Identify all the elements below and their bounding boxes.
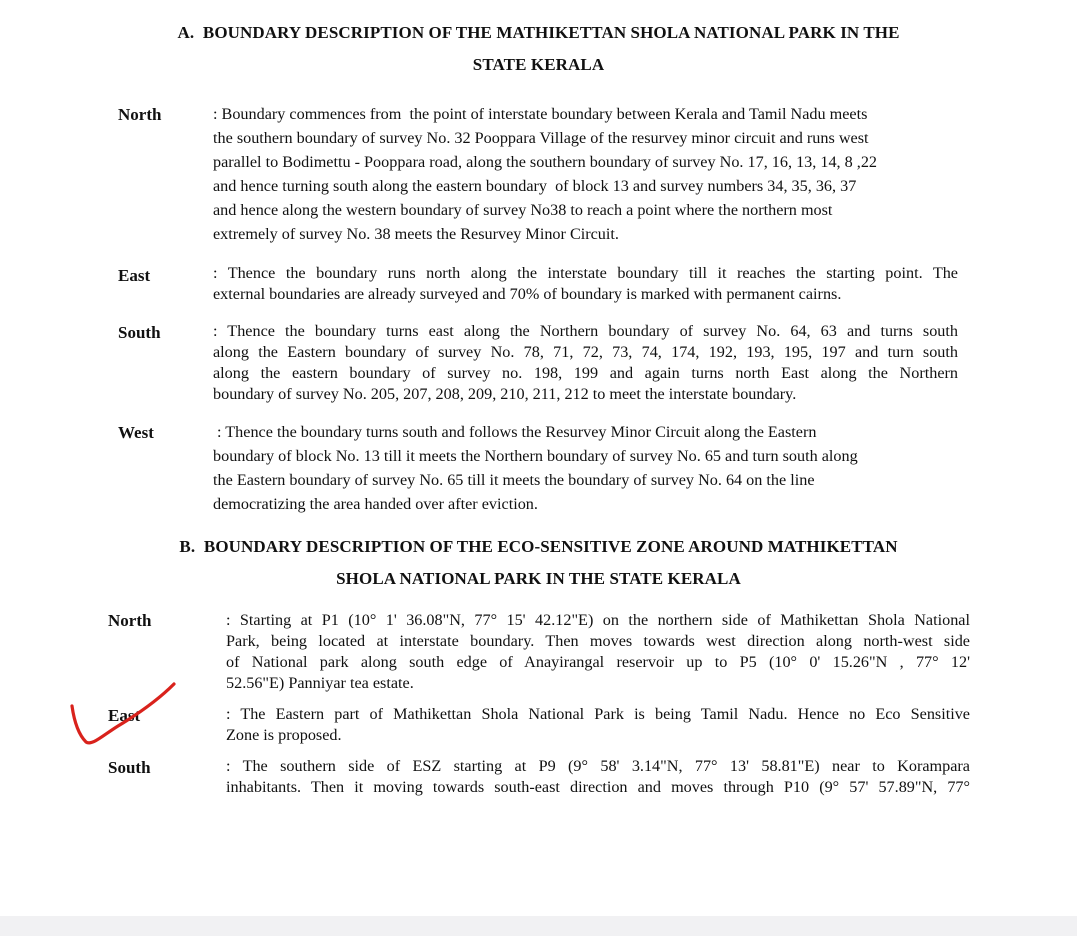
text-line: of National park along south edge of Anayirangal reservoir up to P5 (10° 0' 15.26"N , 77° 12' (226, 653, 970, 671)
text-line: democratizing the area handed over after eviction. (213, 495, 538, 513)
text-line: boundary of block No. 13 till it meets the Northern boundary of survey No. 65 and turn south along (213, 447, 858, 465)
text-line: along the Eastern boundary of survey No. 78, 71, 72, 73, 74, 174, 192, 193, 195, 197 and turn south (213, 343, 958, 361)
section-a-west-text (213, 420, 973, 516)
section-b-north-label: North (108, 611, 152, 630)
section-a-heading-line1: A. BOUNDARY DESCRIPTION OF THE MATHIKETTAN SHOLA NATIONAL PARK IN THE (177, 23, 900, 42)
text-line: the Eastern boundary of survey No. 65 till it meets the boundary of survey No. 64 on the line (213, 471, 815, 489)
section-a-east-text (213, 263, 958, 305)
text-line: : The Eastern part of Mathikettan Shola National Park is being Tamil Nadu. Hence no Eco Sensitive (226, 705, 970, 723)
section-b-heading-line2: SHOLA NATIONAL PARK IN THE STATE KERALA (336, 569, 741, 588)
viewer-bottom-bar (0, 916, 1077, 936)
section-b-north-text (226, 610, 970, 694)
section-a-heading (0, 21, 1077, 77)
text-line: parallel to Bodimettu - Pooppara road, along the southern boundary of survey No. 17, 16, 13, 14, 8 ,22 (213, 153, 878, 171)
text-line: : Thence the boundary runs north along the interstate boundary till it reaches the starting point. The (213, 264, 958, 282)
text-line: Park, being located at interstate boundary. Then moves towards west direction along north-west side (226, 632, 970, 650)
text-line: : The southern side of ESZ starting at P9 (9° 58' 3.14"N, 77° 13' 58.81"E) near to Korampara (226, 757, 970, 775)
text-line: and hence along the western boundary of survey No38 to reach a point where the northern most (213, 201, 833, 219)
section-b-east-label: East (108, 706, 141, 725)
text-line: external boundaries are already surveyed and 70% of boundary is marked with permanent cairns. (213, 285, 842, 303)
text-line: 52.56"E) Panniyar tea estate. (226, 674, 414, 692)
red-checkmark-icon (62, 672, 182, 752)
section-b-east-text (226, 704, 970, 746)
section-b-heading-line1: B. BOUNDARY DESCRIPTION OF THE ECO-SENSITIVE ZONE AROUND MATHIKETTAN (179, 537, 898, 556)
text-line: and hence turning south along the eastern boundary of block 13 and survey numbers 34, 35, 36, 37 (213, 177, 857, 195)
section-b-heading (0, 535, 1077, 591)
text-line: : Thence the boundary turns east along the Northern boundary of survey No. 64, 63 and turns south (213, 322, 958, 340)
text-line: : Boundary commences from the point of interstate boundary between Kerala and Tamil Nadu meets (213, 105, 868, 123)
text-line: : Starting at P1 (10° 1' 36.08"N, 77° 15' 42.12"E) on the northern side of Mathikettan Shola National (226, 611, 970, 629)
section-a-east-label: East (118, 266, 151, 285)
text-line: inhabitants. Then it moving towards south-east direction and moves through P10 (9° 57' 57.89"N, 77° (226, 778, 970, 796)
section-a-north-label: North (118, 105, 162, 124)
text-line: the southern boundary of survey No. 32 Pooppara Village of the resurvey minor circuit and runs west (213, 129, 869, 147)
text-line: extremely of survey No. 38 meets the Resurvey Minor Circuit. (213, 225, 619, 243)
section-a-west-label: West (118, 423, 154, 442)
section-a-heading-line2: STATE KERALA (472, 55, 605, 74)
text-line: : Thence the boundary turns south and follows the Resurvey Minor Circuit along the Eastern (213, 423, 817, 441)
section-b-south-label: South (108, 758, 151, 777)
section-b-south-text (226, 756, 970, 798)
text-line: boundary of survey No. 205, 207, 208, 209, 210, 211, 212 to meet the interstate boundary. (213, 385, 797, 403)
text-line: along the eastern boundary of survey no. 198, 199 and again turns north East along the Northern (213, 364, 958, 382)
section-a-south-text (213, 321, 958, 405)
section-a-north-text (213, 102, 973, 246)
section-a-south-label: South (118, 323, 161, 342)
text-line: Zone is proposed. (226, 726, 342, 744)
